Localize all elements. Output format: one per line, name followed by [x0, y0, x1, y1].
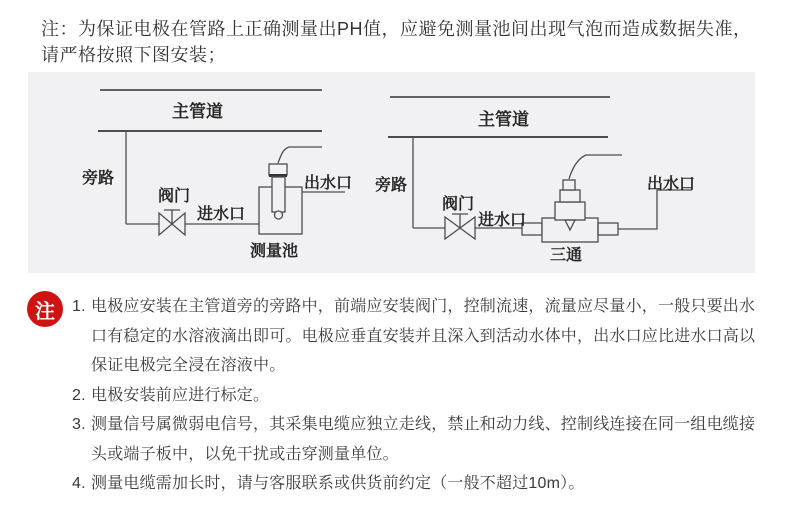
installation-diagram-panel	[28, 72, 755, 273]
top-note-line2: 请严格按照下图安装；	[41, 45, 226, 65]
right-tee-label: 三通	[550, 245, 583, 264]
right-electrode-body	[555, 202, 585, 220]
left-cell-label: 测量池	[250, 241, 299, 260]
top-note-line1: 注：为保证电极在管路上正确测量出PH值，应避免测量池间出现气泡而造成数据失准，	[41, 19, 752, 39]
left-electrode-cable	[278, 147, 322, 163]
right-inlet-label: 进水口	[478, 210, 527, 229]
left-electrode-body	[272, 177, 285, 212]
right-diagram	[388, 97, 692, 242]
left-bypass-label: 旁路	[82, 168, 115, 187]
left-outlet-label: 出水口	[304, 173, 353, 192]
note-line: 测量电缆需加长时，请与客服联系或供货前约定（一般不超过10m）。	[91, 475, 585, 492]
right-outlet-pipe-line	[618, 190, 692, 229]
note-line: 保证电极完全浸在溶液中。	[91, 357, 286, 374]
left-main-pipe-label: 主管道	[172, 102, 223, 122]
right-outlet-label: 出水口	[647, 174, 696, 193]
note-text	[91, 469, 772, 499]
right-valve-label: 阀门	[442, 194, 475, 213]
note-number: 3.	[72, 416, 86, 433]
note-number: 4.	[72, 475, 86, 492]
piping-diagram-linework	[28, 72, 755, 273]
left-inlet-label: 进水口	[197, 204, 246, 223]
right-bypass-label: 旁路	[375, 175, 408, 194]
left-valve-label: 阀门	[158, 186, 191, 205]
note-badge: 注	[27, 291, 63, 327]
tee-right-cap	[598, 223, 618, 235]
note-line: 口有稳定的水溶液滴出即可。电极应垂直安装并且深入到活动水体中，出水口应比进水口高以	[91, 327, 756, 345]
right-electrode-cable	[569, 155, 622, 179]
list-item	[72, 469, 772, 499]
note-text	[91, 410, 772, 469]
note-text	[91, 292, 772, 381]
notes-list	[72, 292, 772, 499]
left-valve-icon	[159, 213, 172, 235]
note-text	[91, 381, 772, 411]
left-valve-handle-icon	[164, 210, 180, 223]
list-item	[72, 292, 772, 381]
right-main-pipe-label: 主管道	[478, 110, 529, 130]
left-electrode-cap	[269, 164, 287, 175]
right-electrode-neck	[560, 190, 580, 202]
note-line: 测量信号属微弱电信号，其采集电缆应独立走线，禁止和动力线、控制线连接在同一组电缆接	[91, 416, 756, 433]
right-valve-handle-icon	[452, 214, 468, 227]
right-electrode-cap	[563, 180, 575, 190]
right-valve-icon	[445, 217, 460, 239]
list-item	[72, 410, 772, 469]
note-line: 电极应安装在主管道旁的旁路中，前端应安装阀门，控制流速，流量应尽量小，一般只要出水	[91, 298, 756, 315]
note-number: 1.	[72, 298, 86, 315]
right-valve-icon	[460, 217, 475, 239]
note-number: 2.	[72, 386, 86, 404]
left-valve-icon	[172, 213, 185, 235]
top-note	[41, 16, 761, 68]
left-electrode-tip	[275, 211, 283, 219]
note-line: 头或端子板中，以免干扰或击穿测量单位。	[91, 445, 399, 463]
list-item	[72, 381, 772, 411]
note-line: 电极安装前应进行标定。	[91, 386, 270, 404]
